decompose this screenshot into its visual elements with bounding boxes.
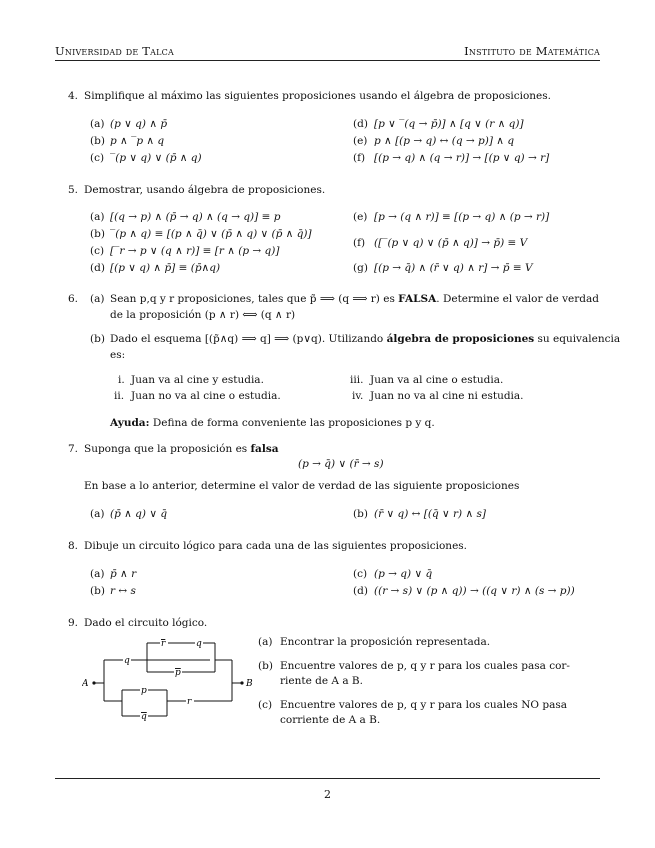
q4-c-label: (c) [90, 152, 105, 164]
q9-c-line2: corriente de A a B. [280, 714, 381, 726]
header-university: Universidad de Talca [55, 44, 174, 58]
q9-number: 9. [68, 617, 79, 629]
q8-d-expr: ((r → s) ∨ (p ∧ q)) → ((q ∨ r) ∧ (s → p)) [374, 585, 575, 597]
q5-number: 5. [68, 184, 79, 196]
q6-opt-iii-label: iii. [350, 374, 364, 386]
circuit-switch-p: p [141, 686, 147, 696]
q6-b-bold: álgebra de proposiciones [386, 333, 535, 345]
q4-e-expr: p ∧ [(p → q) ↔ (q → p)] ∧ q [374, 135, 515, 147]
circuit-switch-q-right: q [196, 639, 202, 649]
circuit-switch-r-bar: r [161, 639, 166, 649]
q7-b-label: (b) [353, 508, 368, 520]
terminal-b-dot [240, 681, 243, 684]
q8-a-label: (a) [90, 568, 105, 580]
q5-g-label: (g) [353, 262, 368, 274]
q4-e-label: (e) [353, 135, 368, 147]
q4-d-expr: [p ∨ ‾(q → p̄)] ∧ [q ∨ (r ∧ q)] [374, 118, 524, 130]
header-rule [55, 60, 600, 61]
q6-a-label: (a) [90, 293, 105, 305]
q9-c-label: (c) [258, 699, 273, 711]
q5-e-expr: [p → (q ∧ r)] ≡ [(p → q) ∧ (p → r)] [374, 211, 550, 223]
circuit-switch-q-top: q [124, 656, 130, 666]
q6-a-line2: de la proposición (p ∧ r) ⟺ (q ∧ r) [110, 309, 296, 321]
q4-a-label: (a) [90, 118, 105, 130]
q9-a-text: Encontrar la proposición representada. [280, 636, 491, 648]
q8-c-expr: (p → q) ∨ q̄ [374, 568, 433, 580]
q8-d-label: (d) [353, 585, 368, 597]
q5-e-label: (e) [353, 211, 368, 223]
q4-b-label: (b) [90, 135, 105, 147]
q6-opt-ii-label: ii. [114, 390, 125, 402]
q6-a-text2: . Determine el valor de verdad [436, 293, 599, 305]
q9-b-label: (b) [258, 660, 273, 672]
q6-opt-ii-text: Juan no va al cine o estudia. [131, 390, 281, 402]
circuit-label-b: B [246, 679, 253, 689]
q9-a-label: (a) [258, 636, 273, 648]
q5-statement: Demostrar, usando álgebra de proposiciones. [84, 184, 326, 196]
q5-f-expr: ([‾(p ∨ q) ∨ (p̄ ∧ q)] → p̄) ≡ V [374, 237, 528, 249]
circuit-switch-r: r [187, 697, 192, 707]
q7-text1: Suponga que la proposición es [84, 443, 248, 455]
q7-bold: falsa [250, 443, 279, 455]
q5-a-expr: [(q → p) ∧ (p̄ → q) ∧ (q → q)] ≡ p [110, 211, 281, 223]
q8-c-label: (c) [353, 568, 368, 580]
q7-a-label: (a) [90, 508, 105, 520]
q6-hint-text: Defina de forma conveniente las proposiciones p y q. [152, 417, 435, 429]
terminal-a-dot [92, 681, 95, 684]
q6-number: 6. [68, 293, 79, 305]
q6-b-line2: es: [110, 349, 126, 361]
q4-d-label: (d) [353, 118, 368, 130]
q5-c-label: (c) [90, 245, 105, 257]
q6-a-line1 [110, 293, 599, 306]
q7-expr: (p → q̄) ∨ (r̄ → s) [298, 458, 384, 470]
q8-number: 8. [68, 540, 79, 552]
q4-b-expr: p ∧ ‾p ∧ q [110, 135, 165, 147]
q5-d-expr: [(p ∨ q) ∧ p̄] ≡ (p̄∧q) [110, 262, 221, 274]
q8-b-label: (b) [90, 585, 105, 597]
q7-line1 [84, 443, 279, 456]
logic-circuit-diagram [82, 628, 262, 728]
q8-b-expr: r ↔ s [110, 585, 136, 597]
q8-statement: Dibuje un circuito lógico para cada una de las siguientes proposiciones. [84, 540, 468, 552]
q4-f-label: (f) [353, 152, 366, 164]
q6-b-text1: Dado el esquema [(p̃∧q) ⟹ q] ⟹ (p∨q). Utilizando [110, 333, 384, 345]
q5-b-expr: ‾(p ∧ q) ≡ [(p ∧ q̄) ∨ (p̄ ∧ q) ∨ (p̄ ∧ q̄)] [110, 228, 312, 240]
q6-hint-bold: Ayuda: [110, 417, 150, 429]
q6-a-text1: Sean p,q y r proposiciones, tales que p̃ ⟹ (q ⟹ r) es [110, 293, 395, 305]
circuit-switch-q-bar: q [141, 712, 147, 722]
q6-b-text2: su equivalencia [537, 333, 621, 345]
q7-number: 7. [68, 443, 79, 455]
q4-a-expr: (p ∨ q) ∧ p̄ [110, 118, 168, 130]
q5-g-expr: [(p → q̄) ∧ (r̄ ∨ q) ∧ r] → p̄ ≡ V [374, 262, 533, 274]
q7-b-expr: (r̄ ∨ q) ↔ [(q̄ ∨ r) ∧ s] [374, 508, 487, 520]
q6-opt-iv-label: iv. [352, 390, 364, 402]
q4-c-expr: ‾(p ∨ q) ∨ (p̄ ∧ q) [110, 152, 202, 164]
q6-a-bold: FALSA [398, 293, 437, 305]
q6-b-label: (b) [90, 333, 105, 345]
q5-d-label: (d) [90, 262, 105, 274]
q9-b-line2: riente de A a B. [280, 675, 363, 687]
circuit-switch-p-bar: p [175, 668, 181, 678]
circuit-label-a: A [82, 679, 89, 689]
q5-b-label: (b) [90, 228, 105, 240]
q9-b-line1: Encuentre valores de p, q y r para los cuales pasa cor- [280, 660, 570, 672]
q5-c-expr: [‾r → p ∨ (q ∧ r)] ≡ [r ∧ (p → q)] [110, 245, 280, 257]
q7-a-expr: (p̄ ∧ q) ∨ q̄ [110, 508, 168, 520]
q8-a-expr: p̄ ∧ r [110, 568, 137, 580]
page-number: 2 [324, 788, 331, 801]
q9-statement: Dado el circuito lógico. [84, 617, 208, 629]
q6-hint [110, 417, 435, 430]
q4-number: 4. [68, 90, 79, 102]
q4-f-expr: [(p → q) ∧ (q → r)] → [(p ∨ q) → r] [374, 152, 550, 164]
q5-f-label: (f) [353, 237, 366, 249]
q6-opt-iii-text: Juan va al cine o estudia. [370, 374, 504, 386]
q4-statement: Simplifique al máximo las siguientes proposiciones usando el álgebra de proposiciones. [84, 90, 551, 102]
header-institute: Instituto de Matemática [464, 44, 600, 58]
footer-rule [55, 778, 600, 779]
q6-opt-iv-text: Juan no va al cine ni estudia. [370, 390, 524, 402]
q7-text2: En base a lo anterior, determine el valor de verdad de las siguiente proposiciones [84, 480, 520, 492]
q6-opt-i-label: i. [118, 374, 125, 386]
q5-a-label: (a) [90, 211, 105, 223]
q6-opt-i-text: Juan va al cine y estudia. [131, 374, 264, 386]
q6-b-line1 [110, 333, 620, 346]
q9-c-line1: Encuentre valores de p, q y r para los cuales NO pasa [280, 699, 567, 711]
